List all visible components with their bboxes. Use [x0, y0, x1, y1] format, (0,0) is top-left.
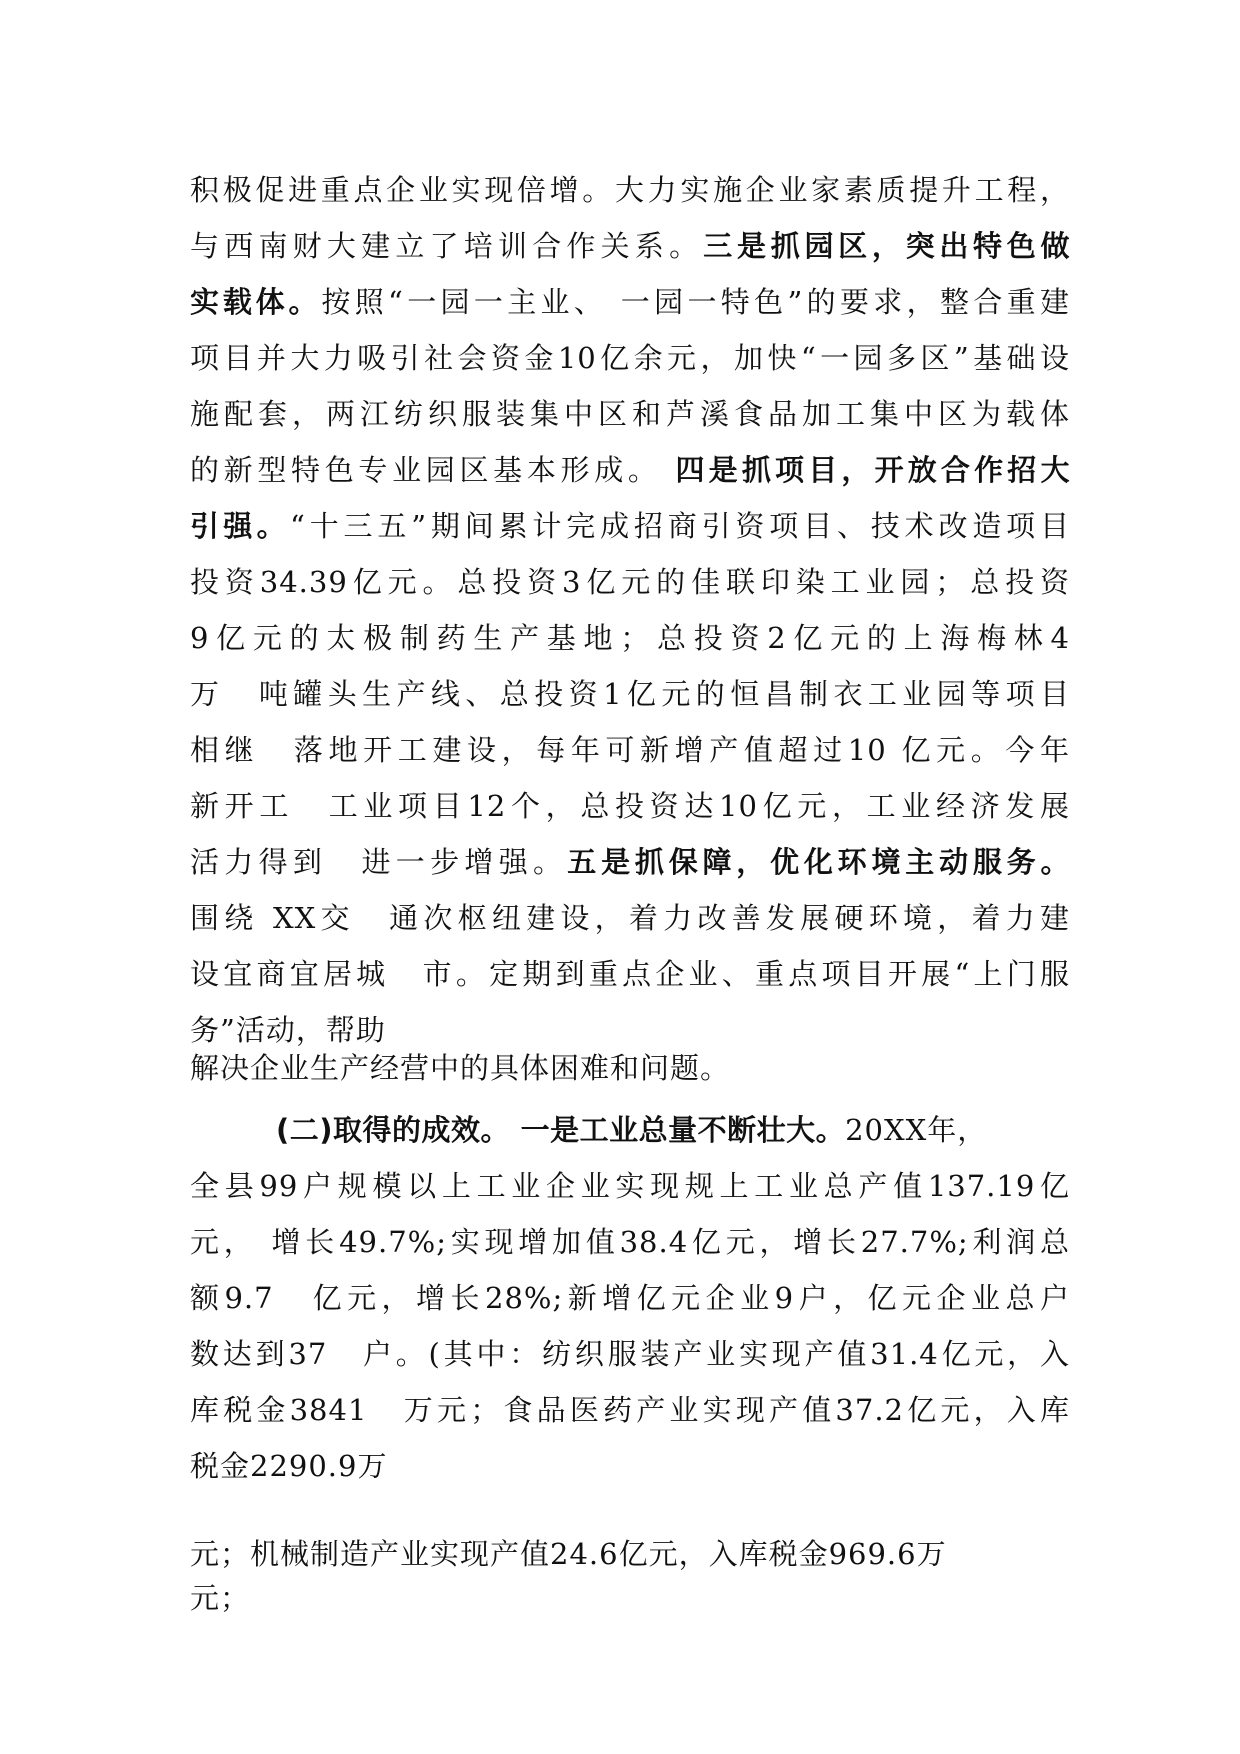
paragraph-machinery: [190, 1532, 1070, 1620]
bold-heading-guarantee: 五是抓保障，优化环境主动服务。: [567, 845, 1070, 879]
text-line: 万 吨罐头生产线、总投资1亿元的恒昌制衣工业园等项目: [190, 677, 1070, 711]
bold-heading-projects-cont: 引强。: [190, 509, 291, 543]
paragraph-problem-solving: [190, 1040, 1070, 1096]
text-line: 引强。“十三五”期间累计完成招商引资项目、技术改造项目: [190, 509, 1070, 543]
bold-heading-parks-cont: 实载体。: [190, 285, 322, 319]
text-line: 额9.7 亿元，增长28%;新增亿元企业9户，亿元企业总户: [190, 1281, 1070, 1315]
text-line: 库税金3841 万元；食品医药产业实现产值37.2亿元，入库: [190, 1393, 1070, 1427]
text-line: 的新型特色专业园区基本形成。 四是抓项目，开放合作招大: [190, 453, 1070, 487]
text-line: 相继 落地开工建设，每年可新增产值超过10 亿元。今年: [190, 733, 1070, 767]
bold-heading-parks: 三是抓园区，突出特色做: [703, 229, 1070, 263]
text-line: 元， 增长49.7%;实现增加值38.4亿元，增长27.7%;利润总: [190, 1225, 1070, 1259]
text-line: 设宜商宜居城 市。定期到重点企业、重点项目开展“上门服: [190, 957, 1070, 991]
text-line: 元；: [190, 1581, 251, 1615]
text-line: 全县99户规模以上工业企业实现规上工业总产值137.19亿: [190, 1169, 1070, 1203]
text-line: 9亿元的太极制药生产基地；总投资2亿元的上海梅林4: [190, 621, 1070, 655]
text-line: 实载体。按照“一园一主业、 一园一特色”的要求，整合重建: [190, 285, 1070, 319]
text-line: 围绕 XX交 通次枢纽建设，着力改善发展硬环境，着力建: [190, 901, 1070, 935]
section-heading-achievements: (二)取得的成效。 一是工业总量不断壮大。: [276, 1113, 846, 1147]
paragraph-achievements: [190, 1102, 1070, 1494]
text-line: 新开工 工业项目12个，总投资达10亿元，工业经济发展: [190, 789, 1070, 823]
text-line: 活力得到 进一步增强。五是抓保障，优化环境主动服务。: [190, 845, 1070, 879]
text-line: 积极促进重点企业实现倍增。大力实施企业家素质提升工程，: [190, 173, 1070, 207]
text-line: 元；机械制造产业实现产值24.6亿元，入库税金969.6万: [190, 1537, 947, 1571]
text-line: 数达到37 户。(其中：纺织服装产业实现产值31.4亿元，入: [190, 1337, 1070, 1371]
text-line: 施配套，两江纺织服装集中区和芦溪食品加工集中区为载体: [190, 397, 1070, 431]
bold-heading-projects: 四是抓项目，开放合作招大: [675, 453, 1070, 487]
text-line: 项目并大力吸引社会资金10亿余元，加快“一园多区”基础设: [190, 341, 1070, 375]
text-line: 解决企业生产经营中的具体困难和问题。: [190, 1051, 731, 1085]
paragraph-industry-measures: [190, 162, 1070, 1058]
text-line: 税金2290.9万: [190, 1449, 388, 1483]
text-line: (二)取得的成效。 一是工业总量不断壮大。20XX年，: [276, 1113, 988, 1147]
text-line: 务”活动，帮助: [190, 1013, 386, 1047]
text-line: 与西南财大建立了培训合作关系。三是抓园区，突出特色做: [190, 229, 1070, 263]
text-line: 投资34.39亿元。总投资3亿元的佳联印染工业园；总投资: [190, 565, 1070, 599]
